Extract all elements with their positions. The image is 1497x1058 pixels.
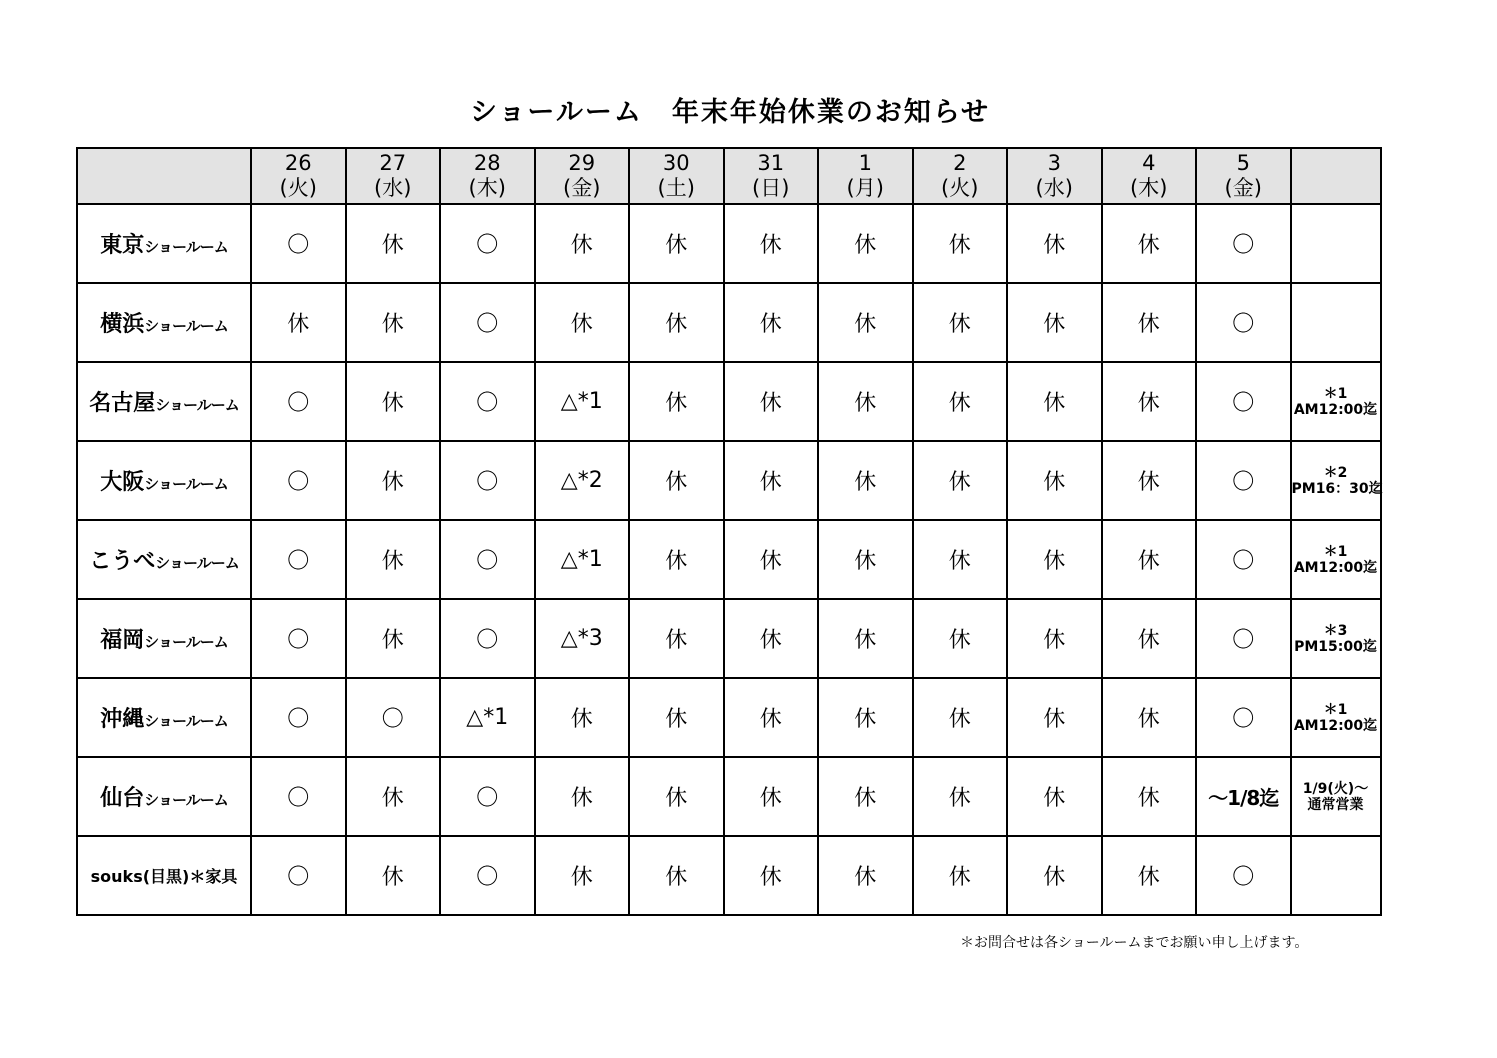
date-header-cell: [346, 148, 441, 204]
status-value: 〇: [476, 786, 499, 811]
status-value: 休: [1043, 312, 1066, 337]
status-value: 休: [570, 233, 593, 258]
status-value: 休: [1043, 786, 1066, 811]
table-row: [77, 362, 1381, 441]
date-number: 3: [1047, 151, 1061, 175]
status-value: 休: [759, 707, 782, 732]
status-value: 休: [381, 786, 404, 811]
status-cell: [818, 757, 913, 836]
date-header-cell: [535, 148, 630, 204]
status-value: 休: [665, 707, 688, 732]
showroom-name-cell: [77, 520, 251, 599]
status-value: 休: [1043, 707, 1066, 732]
showroom-suffix: ショールーム: [144, 238, 228, 256]
status-cell: [818, 836, 913, 915]
status-value: 休: [854, 391, 877, 416]
note-cell: [1291, 441, 1381, 520]
status-value: 休: [381, 628, 404, 653]
status-value: 休: [759, 628, 782, 653]
status-value: 休: [1137, 233, 1160, 258]
date-header-cell: [1196, 148, 1291, 204]
status-cell: [724, 757, 819, 836]
note-cell: [1291, 836, 1381, 915]
status-value: 〇: [1232, 391, 1255, 416]
status-cell: [913, 204, 1008, 283]
status-cell: [1102, 283, 1197, 362]
showroom-name-cell: [77, 599, 251, 678]
note-line-1: ＊2: [1323, 464, 1348, 481]
table-row: [77, 283, 1381, 362]
status-cell: [346, 520, 441, 599]
showroom-name-cell: [77, 836, 251, 915]
date-header-cell: [1007, 148, 1102, 204]
status-cell: [1196, 520, 1291, 599]
status-value: 休: [948, 549, 971, 574]
status-cell: [818, 599, 913, 678]
status-cell: [1007, 362, 1102, 441]
status-cell: [629, 283, 724, 362]
status-cell: [629, 836, 724, 915]
date-number: 31: [757, 151, 785, 175]
header-row: [77, 148, 1381, 204]
status-value: 休: [1137, 865, 1160, 890]
status-value: 〇: [287, 470, 310, 495]
table-row: [77, 204, 1381, 283]
status-value: 休: [287, 312, 310, 337]
status-cell: [629, 599, 724, 678]
status-cell: [1102, 441, 1197, 520]
status-cell: [440, 441, 535, 520]
status-value: 〇: [1232, 470, 1255, 495]
showroom-suffix: ショールーム: [155, 396, 239, 414]
status-value: 休: [665, 549, 688, 574]
status-cell: [724, 520, 819, 599]
status-value: 休: [1043, 865, 1066, 890]
status-cell: [251, 441, 346, 520]
status-cell: [724, 599, 819, 678]
status-value: 休: [381, 470, 404, 495]
holiday-schedule-table: [76, 147, 1382, 916]
contact-note: ＊お問合せは各ショールームまでお願い申し上げます。: [960, 935, 1309, 951]
status-value: 〇: [476, 865, 499, 890]
note-cell: [1291, 757, 1381, 836]
status-cell: [1007, 678, 1102, 757]
status-cell: [251, 204, 346, 283]
status-cell: [913, 757, 1008, 836]
status-value: 休: [665, 865, 688, 890]
status-value: 休: [1043, 470, 1066, 495]
weekday-label: (木): [1130, 176, 1168, 200]
status-value: 休: [759, 786, 782, 811]
status-cell: [535, 362, 630, 441]
date-header-cell: [724, 148, 819, 204]
status-cell: [251, 520, 346, 599]
status-value: 休: [854, 628, 877, 653]
header-corner-cell: [77, 148, 251, 204]
weekday-label: (水): [374, 176, 412, 200]
table-row: [77, 836, 1381, 915]
status-cell: [1102, 757, 1197, 836]
status-cell: [535, 204, 630, 283]
date-number: 29: [568, 151, 596, 175]
status-value: 休: [1137, 707, 1160, 732]
showroom-name-cell: [77, 204, 251, 283]
weekday-label: (月): [846, 176, 884, 200]
showroom-name: souks(目黒)＊家具: [90, 867, 238, 886]
status-cell: [440, 520, 535, 599]
status-value: 〇: [1232, 312, 1255, 337]
status-cell: [535, 678, 630, 757]
status-cell: [251, 678, 346, 757]
status-value: 休: [1043, 391, 1066, 416]
status-value: △*1: [466, 705, 509, 730]
status-value: 〇: [476, 312, 499, 337]
showroom-name: こうべ: [89, 549, 156, 574]
status-cell: [1102, 678, 1197, 757]
status-cell: [1196, 599, 1291, 678]
status-cell: [535, 757, 630, 836]
table-row: [77, 678, 1381, 757]
date-header-cell: [913, 148, 1008, 204]
status-cell: [535, 836, 630, 915]
showroom-suffix: ショールーム: [144, 633, 228, 651]
status-value: 休: [948, 312, 971, 337]
status-cell: [818, 441, 913, 520]
status-value: 休: [570, 786, 593, 811]
weekday-label: (火): [279, 176, 317, 200]
status-cell: [913, 283, 1008, 362]
note-cell: [1291, 599, 1381, 678]
status-value: 休: [570, 865, 593, 890]
status-value: 休: [948, 707, 971, 732]
status-value: 休: [759, 549, 782, 574]
status-value: 休: [1043, 549, 1066, 574]
weekday-label: (水): [1035, 176, 1073, 200]
status-cell: [535, 520, 630, 599]
status-cell: [440, 836, 535, 915]
status-value: 〇: [287, 391, 310, 416]
status-cell: [346, 362, 441, 441]
status-cell: [1007, 283, 1102, 362]
status-cell: [818, 678, 913, 757]
status-cell: [1102, 836, 1197, 915]
showroom-name: 名古屋: [89, 391, 156, 416]
status-cell: [346, 599, 441, 678]
status-value: 休: [854, 707, 877, 732]
status-cell: [346, 283, 441, 362]
weekday-label: (木): [468, 176, 506, 200]
status-cell: [724, 836, 819, 915]
status-value: 休: [759, 312, 782, 337]
status-value: 休: [381, 865, 404, 890]
note-line-1: ＊1: [1323, 543, 1348, 560]
status-value: 休: [854, 786, 877, 811]
status-value: 〇: [1232, 707, 1255, 732]
status-value: 休: [1137, 470, 1160, 495]
status-cell: [251, 283, 346, 362]
status-value: 〇: [1232, 549, 1255, 574]
status-value: 休: [665, 470, 688, 495]
status-value: △*3: [560, 626, 603, 651]
status-value: 休: [665, 628, 688, 653]
status-value: 〇: [287, 549, 310, 574]
note-cell: [1291, 283, 1381, 362]
status-value: 休: [665, 233, 688, 258]
table-row: [77, 441, 1381, 520]
table-row: [77, 520, 1381, 599]
status-value: 休: [381, 233, 404, 258]
status-value: 〇: [476, 391, 499, 416]
showroom-name-cell: [77, 757, 251, 836]
status-value: 〇: [1232, 233, 1255, 258]
status-cell: [440, 678, 535, 757]
status-value: 休: [381, 549, 404, 574]
status-value: 〇: [287, 233, 310, 258]
status-cell: [346, 441, 441, 520]
status-value: 休: [665, 312, 688, 337]
status-cell: [1007, 836, 1102, 915]
date-header-cell: [818, 148, 913, 204]
status-cell: [535, 283, 630, 362]
note-cell: [1291, 520, 1381, 599]
status-value: 休: [1137, 628, 1160, 653]
note-line-2: 通常営業: [1307, 796, 1364, 813]
status-cell: [913, 441, 1008, 520]
status-cell: [1102, 599, 1197, 678]
status-cell: [724, 283, 819, 362]
status-cell: [251, 599, 346, 678]
status-cell: [913, 678, 1008, 757]
table-row: [77, 599, 1381, 678]
note-line-2: AM12:00迄: [1293, 401, 1378, 418]
status-value: 休: [759, 391, 782, 416]
status-cell: [913, 520, 1008, 599]
status-value: 〇: [287, 707, 310, 732]
status-cell: [535, 441, 630, 520]
status-value: 休: [1043, 628, 1066, 653]
status-value: 休: [948, 391, 971, 416]
showroom-suffix: ショールーム: [144, 475, 228, 493]
status-cell: [724, 204, 819, 283]
page-title: ショールーム 年末年始休業のお知らせ: [469, 97, 991, 128]
status-value: 休: [381, 312, 404, 337]
status-cell: [913, 836, 1008, 915]
status-cell: [535, 599, 630, 678]
status-value: 休: [1137, 312, 1160, 337]
status-value: △*1: [560, 547, 603, 572]
status-cell: [1007, 204, 1102, 283]
showroom-suffix: ショールーム: [144, 712, 228, 730]
status-value: 休: [1043, 233, 1066, 258]
status-cell: [1007, 599, 1102, 678]
status-value: 休: [665, 391, 688, 416]
note-cell: [1291, 678, 1381, 757]
status-cell: [440, 283, 535, 362]
showroom-name: 大阪: [100, 470, 145, 495]
status-value: 〇: [381, 707, 404, 732]
showroom-suffix: ショールーム: [144, 317, 228, 335]
status-cell: [1007, 441, 1102, 520]
status-value: 休: [1137, 549, 1160, 574]
status-cell: [1196, 283, 1291, 362]
date-number: 4: [1142, 151, 1156, 175]
status-value: 〇: [287, 628, 310, 653]
status-cell: [346, 678, 441, 757]
showroom-name-cell: [77, 441, 251, 520]
status-value: 休: [759, 233, 782, 258]
status-value: 〇: [476, 470, 499, 495]
date-header-cell: [629, 148, 724, 204]
table-row: [77, 757, 1381, 836]
status-cell: [1196, 678, 1291, 757]
status-cell: [629, 520, 724, 599]
weekday-label: (日): [752, 176, 790, 200]
showroom-name-cell: [77, 362, 251, 441]
status-cell: [629, 204, 724, 283]
status-cell: [346, 204, 441, 283]
status-cell: [346, 836, 441, 915]
status-cell: [440, 362, 535, 441]
status-value: 休: [948, 470, 971, 495]
status-value: 休: [570, 312, 593, 337]
status-cell: [1102, 362, 1197, 441]
weekday-label: (金): [1224, 176, 1262, 200]
status-cell: [629, 678, 724, 757]
showroom-name: 福岡: [100, 628, 145, 653]
status-value: 休: [854, 312, 877, 337]
status-value: 〇: [476, 233, 499, 258]
status-value: 休: [665, 786, 688, 811]
status-value: 休: [1137, 391, 1160, 416]
status-value: 〇: [476, 549, 499, 574]
status-value: 休: [854, 470, 877, 495]
status-cell: [1196, 204, 1291, 283]
status-value: 休: [570, 707, 593, 732]
status-cell: [251, 757, 346, 836]
status-value: 休: [759, 470, 782, 495]
status-cell: [724, 678, 819, 757]
weekday-label: (土): [657, 176, 695, 200]
showroom-name-cell: [77, 283, 251, 362]
note-line-2: PM16：30迄: [1291, 480, 1383, 497]
date-number: 1: [858, 151, 872, 175]
date-number: 5: [1236, 151, 1250, 175]
date-number: 28: [473, 151, 501, 175]
status-cell: [251, 362, 346, 441]
date-number: 30: [662, 151, 690, 175]
showroom-name: 東京: [100, 233, 145, 258]
showroom-name: 仙台: [100, 786, 145, 811]
status-cell: [913, 599, 1008, 678]
status-cell: [440, 599, 535, 678]
date-number: 27: [379, 151, 407, 175]
status-cell: [440, 757, 535, 836]
status-cell: [629, 362, 724, 441]
showroom-name: 横浜: [100, 312, 145, 337]
status-cell: [724, 362, 819, 441]
note-line-2: PM15:00迄: [1294, 638, 1377, 655]
status-cell: [1007, 520, 1102, 599]
status-cell: [440, 204, 535, 283]
note-line-2: AM12:00迄: [1293, 717, 1378, 734]
weekday-label: (火): [941, 176, 979, 200]
note-line-1: ＊3: [1323, 622, 1348, 639]
status-cell: [1007, 757, 1102, 836]
status-value: 休: [948, 865, 971, 890]
note-line-1: 1/9(火)～: [1302, 780, 1369, 797]
note-header-cell: [1291, 148, 1381, 204]
date-number: 2: [953, 151, 967, 175]
status-cell: [1196, 757, 1291, 836]
note-line-1: ＊1: [1323, 385, 1348, 402]
status-cell: [629, 757, 724, 836]
status-value: 〇: [287, 865, 310, 890]
status-cell: [913, 362, 1008, 441]
note-line-2: AM12:00迄: [1293, 559, 1378, 576]
status-cell: [818, 204, 913, 283]
note-cell: [1291, 362, 1381, 441]
status-cell: [1196, 441, 1291, 520]
status-value: 休: [1137, 786, 1160, 811]
date-header-cell: [251, 148, 346, 204]
note-cell: [1291, 204, 1381, 283]
date-header-cell: [1102, 148, 1197, 204]
weekday-label: (金): [563, 176, 601, 200]
status-value: 〇: [1232, 865, 1255, 890]
status-value: ～1/8迄: [1208, 786, 1279, 810]
status-value: 休: [948, 233, 971, 258]
date-header-cell: [440, 148, 535, 204]
status-cell: [818, 362, 913, 441]
status-cell: [629, 441, 724, 520]
status-value: 休: [759, 865, 782, 890]
status-value: 休: [854, 549, 877, 574]
showroom-name-cell: [77, 678, 251, 757]
status-cell: [1196, 836, 1291, 915]
status-cell: [818, 283, 913, 362]
status-value: 休: [854, 865, 877, 890]
showroom-suffix: ショールーム: [155, 554, 239, 572]
showroom-suffix: ショールーム: [144, 791, 228, 809]
status-cell: [1102, 520, 1197, 599]
status-value: △*1: [560, 389, 603, 414]
status-value: 休: [948, 786, 971, 811]
status-cell: [1102, 204, 1197, 283]
status-cell: [1196, 362, 1291, 441]
status-value: 休: [948, 628, 971, 653]
status-cell: [346, 757, 441, 836]
status-value: 〇: [1232, 628, 1255, 653]
status-cell: [724, 441, 819, 520]
date-number: 26: [284, 151, 312, 175]
status-value: 休: [854, 233, 877, 258]
status-value: 休: [381, 391, 404, 416]
status-value: △*2: [560, 468, 603, 493]
status-value: 〇: [287, 786, 310, 811]
showroom-name: 沖縄: [100, 707, 145, 732]
status-cell: [251, 836, 346, 915]
status-value: 〇: [476, 628, 499, 653]
note-line-1: ＊1: [1323, 701, 1348, 718]
status-cell: [818, 520, 913, 599]
